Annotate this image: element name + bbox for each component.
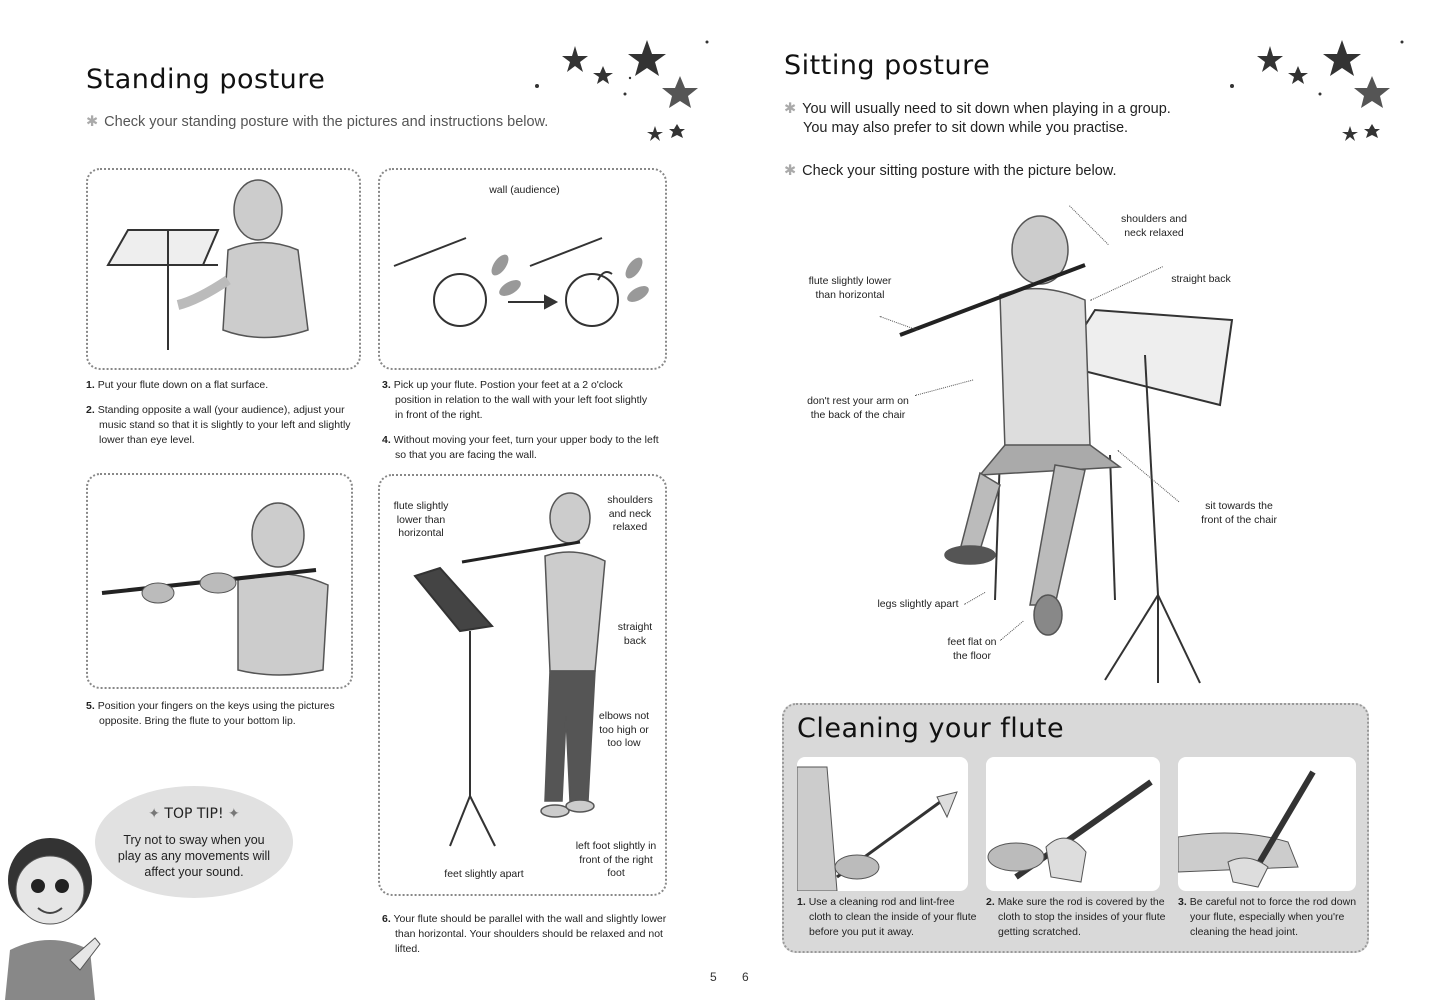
star-bullet-icon: ✱ — [784, 101, 797, 117]
step-1 — [86, 378, 356, 393]
step-3 — [382, 378, 652, 423]
star-icon — [1257, 46, 1283, 72]
step-number: 1. — [86, 379, 95, 391]
intro-text-content: Check your sitting posture with the picture below. — [802, 163, 1117, 179]
intro-text-content: Check your standing posture with the pictures and instructions below. — [104, 114, 549, 130]
label-shoulders: shoulders and neck relaxed — [1121, 213, 1187, 239]
page-title: Standing posture — [86, 64, 326, 95]
step-number: 3. — [1178, 896, 1187, 908]
label-straight-back: straight back — [1171, 273, 1231, 285]
star-icon — [628, 40, 666, 76]
star-icon — [562, 46, 588, 72]
step-text: Position your fingers on the keys using the pictures opposite. Bring the flute to your bottom lip. — [97, 700, 335, 727]
panel-music-stand — [86, 168, 361, 370]
head-joint-illustration — [1178, 757, 1356, 891]
star-icon — [1288, 66, 1308, 84]
label-flute-lower: flute slightly lower than horizontal — [808, 275, 892, 301]
label-feet-apart: feet slightly apart — [444, 868, 524, 880]
star-icon — [1354, 76, 1390, 108]
feet-diagram — [380, 210, 665, 370]
label-arm: don't rest your arm on the back of the chair — [807, 395, 909, 421]
step-number: 1. — [797, 896, 806, 908]
label-shoulders: shoulders and neck relaxed — [607, 494, 653, 533]
cleaning-section — [782, 703, 1369, 953]
star-icon — [662, 76, 698, 108]
top-tip-text: Try not to sway when you play as any movements will affect your sound. — [117, 833, 271, 879]
star-icon — [669, 124, 685, 138]
top-tip-bubble — [95, 786, 293, 898]
label-legs-apart: legs slightly apart — [877, 598, 959, 610]
star-bullet-icon: ✱ — [784, 163, 797, 179]
cleaning-image-1 — [797, 757, 968, 891]
step-text: Standing opposite a wall (your audience), adjust your music stand so that it is slightly to your left and slightly lower than eye level. — [97, 404, 351, 446]
step-number: 5. — [86, 700, 95, 712]
step-text: Pick up your flute. Postion your feet at a 2 o'clock position in relation to the wall with your left foot slightly in front of the right. — [393, 379, 648, 421]
intro-text-2 — [784, 162, 1184, 181]
stars-decoration-right — [1220, 36, 1410, 146]
cleaning-step-1 — [797, 895, 977, 940]
top-tip-title — [95, 806, 293, 822]
star-icon — [1342, 126, 1358, 141]
label-flute-lower: flute slightly lower than horizontal — [393, 500, 449, 539]
intro-text — [86, 113, 586, 132]
page-number-right: 6 — [742, 970, 749, 984]
star-icon — [1364, 124, 1380, 138]
panel-standing-full — [378, 474, 667, 896]
step-2 — [86, 403, 351, 448]
top-tip-title-text: TOP TIP! — [164, 806, 224, 822]
step-5 — [86, 699, 356, 729]
step-text: Be careful not to force the rod down your flute, especially when you're cleaning the head joint. — [1189, 896, 1357, 938]
sparkle-icon: ✦ — [223, 806, 240, 822]
intro-text-content: You will usually need to sit down when playing in a group. You may also prefer to sit down while you practise. — [802, 101, 1171, 136]
wall-caption: wall (audience) — [489, 184, 560, 196]
step-number: 4. — [382, 434, 391, 446]
flute-hold-illustration — [88, 475, 351, 687]
cleaning-image-2 — [986, 757, 1160, 891]
sparkle-icon: ✦ — [148, 806, 165, 822]
star-bullet-icon: ✱ — [86, 114, 99, 130]
label-feet-flat: feet flat on the floor — [947, 636, 997, 662]
star-icon — [647, 126, 663, 141]
step-text: Your flute should be parallel with the wall and slightly lower than horizontal. Your shoulders should be relaxed and not lifted. — [393, 913, 667, 955]
step-number: 6. — [382, 913, 391, 925]
step-number: 2. — [86, 404, 95, 416]
panel-flute-hold — [86, 473, 353, 689]
step-number: 3. — [382, 379, 391, 391]
star-icon — [1323, 40, 1361, 76]
step-text: Put your flute down on a flat surface. — [97, 379, 269, 391]
label-straight-back: straight back — [617, 621, 653, 647]
mascot-girl-icon — [0, 820, 110, 1000]
cleaning-cloth-illustration — [986, 757, 1160, 891]
label-left-foot: left foot slightly in front of the right foot — [575, 840, 657, 879]
step-6 — [382, 912, 674, 957]
step-text: Make sure the rod is covered by the cloth to stop the insides of your flute getting scratched. — [997, 896, 1166, 938]
cleaning-image-3 — [1178, 757, 1356, 891]
step-text: Use a cleaning rod and lint-free cloth to clean the inside of your flute before you put it away. — [808, 896, 977, 938]
cleaning-title: Cleaning your flute — [797, 713, 1065, 744]
page-title: Sitting posture — [784, 50, 991, 81]
step-text: Without moving your feet, turn your upper body to the left so that you are facing the wall. — [393, 434, 659, 461]
panel-feet-position — [378, 168, 667, 370]
music-stand-illustration — [88, 170, 359, 368]
intro-text-1 — [784, 100, 1184, 138]
cleaning-step-2 — [986, 895, 1166, 940]
label-elbows: elbows not too high or too low — [598, 710, 650, 749]
label-sit-front: sit towards the front of the chair — [1201, 500, 1277, 526]
page-number-left: 5 — [710, 970, 717, 984]
star-icon — [593, 66, 613, 84]
cleaning-rod-illustration — [797, 757, 968, 891]
step-4 — [382, 433, 672, 463]
step-number: 2. — [986, 896, 995, 908]
cleaning-step-3 — [1178, 895, 1363, 940]
